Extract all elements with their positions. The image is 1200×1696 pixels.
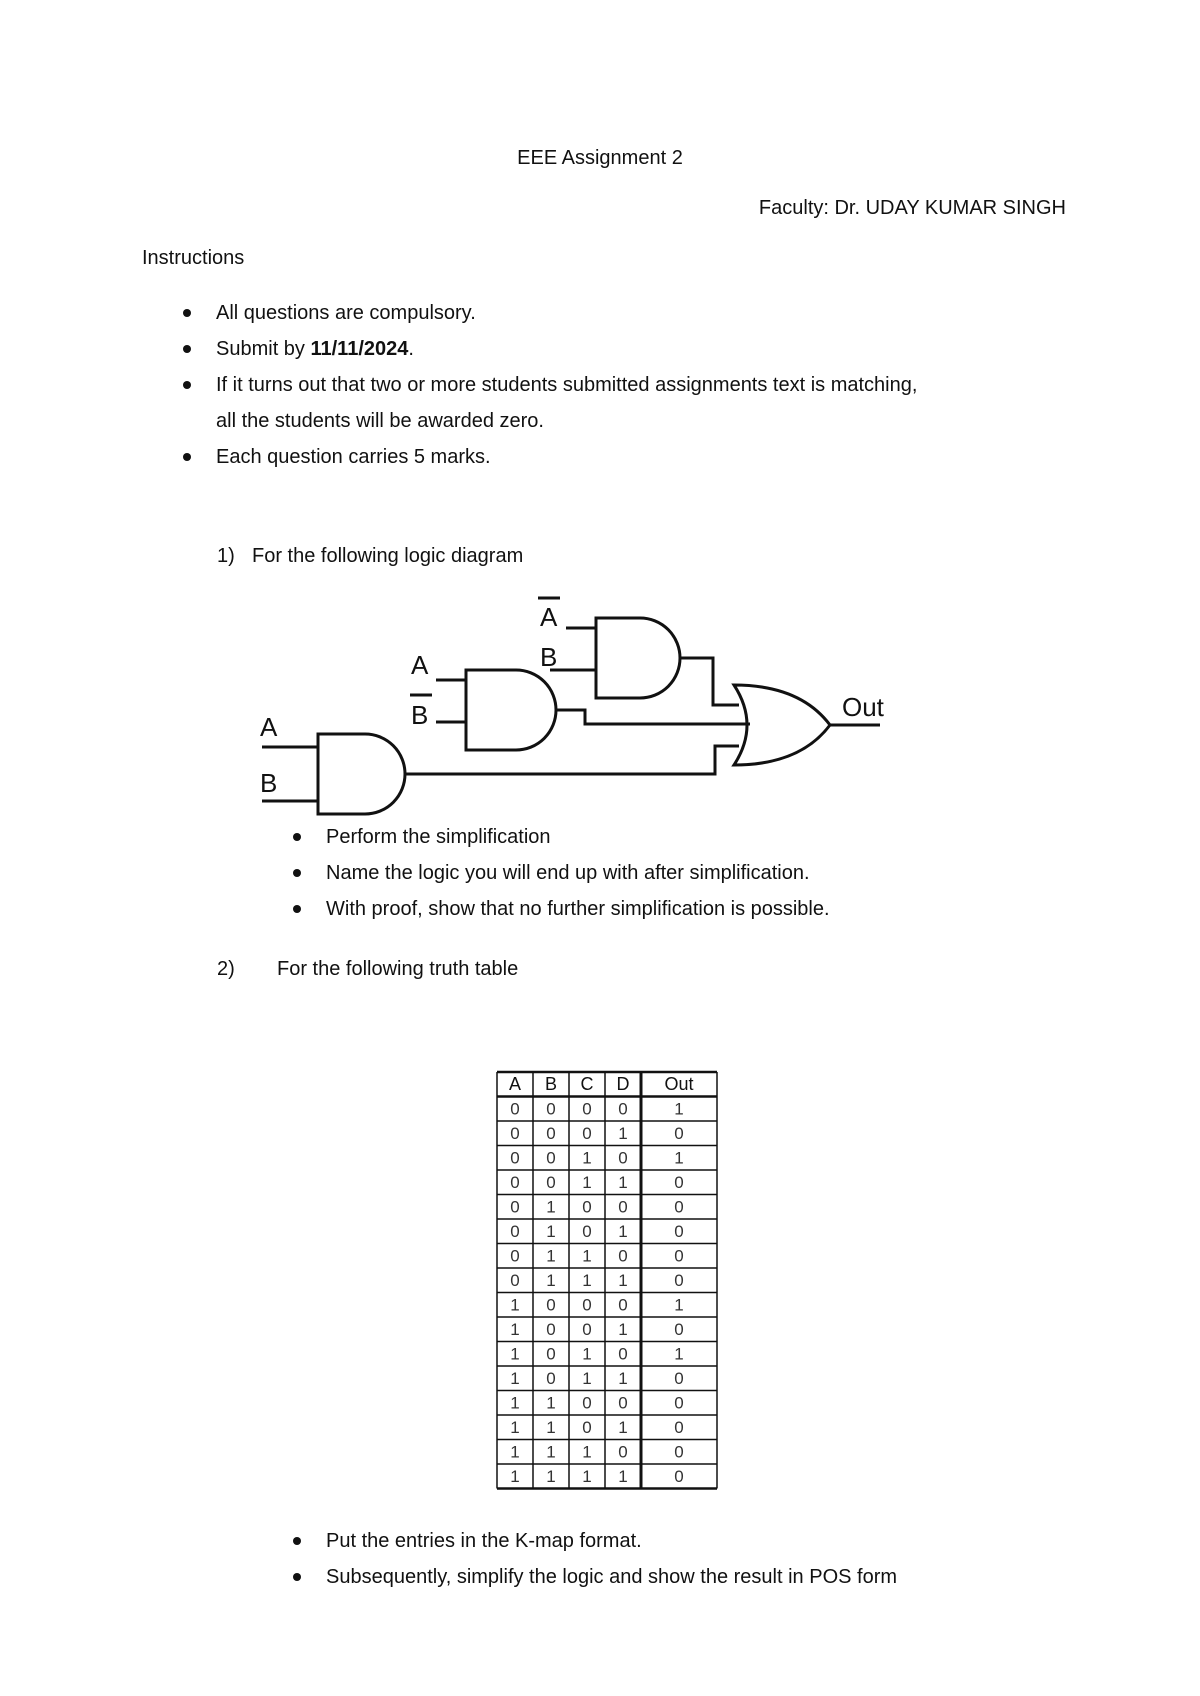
table-cell: 0 — [546, 1344, 556, 1364]
table-cell: 1 — [546, 1442, 556, 1462]
logic-diagram — [0, 0, 1200, 830]
label-a-bottom: A — [260, 712, 278, 742]
table-cell: 1 — [618, 1418, 628, 1437]
table-cell: 0 — [546, 1173, 556, 1192]
table-cell: 0 — [674, 1418, 684, 1437]
and-gate-middle — [466, 670, 556, 750]
table-cell: 1 — [618, 1467, 628, 1486]
table-cell: 0 — [582, 1197, 592, 1217]
bullet-icon — [293, 1573, 301, 1581]
table-cell: 0 — [546, 1099, 556, 1119]
table-cell: 0 — [618, 1442, 628, 1462]
table-cell: 0 — [510, 1124, 520, 1143]
table-cell: 0 — [674, 1442, 684, 1462]
table-cell: 1 — [510, 1442, 520, 1462]
table-cell: 1 — [582, 1467, 592, 1486]
table-cell: 1 — [546, 1271, 556, 1290]
table-cell: 0 — [546, 1148, 556, 1168]
table-cell: 0 — [582, 1222, 592, 1241]
faculty-line: Faculty: Dr. UDAY KUMAR SINGH — [758, 197, 1066, 219]
table-cell: 1 — [674, 1344, 684, 1364]
table-cell: 1 — [510, 1467, 520, 1486]
bullet-icon — [293, 833, 301, 841]
table-header-cell: A — [508, 1074, 522, 1094]
instruction-suffix: . — [408, 338, 414, 360]
table-cell: 1 — [618, 1369, 628, 1388]
table-cell: 0 — [674, 1197, 684, 1217]
table-cell: 0 — [618, 1344, 628, 1364]
instruction-text: all the students will be awarded zero. — [216, 410, 544, 432]
table-cell: 0 — [510, 1173, 520, 1192]
table-cell: 0 — [618, 1393, 628, 1413]
label-a-bar: A — [540, 602, 558, 632]
table-cell: 0 — [674, 1246, 684, 1266]
table-cell: 1 — [674, 1148, 684, 1168]
question-text: For the following logic diagram — [252, 545, 524, 567]
table-cell: 1 — [674, 1099, 684, 1119]
task-text: Put the entries in the K-map format. — [326, 1530, 642, 1552]
table-cell: 1 — [618, 1222, 628, 1241]
bullet-icon — [293, 1537, 301, 1545]
table-cell: 0 — [582, 1295, 592, 1315]
table-cell: 0 — [546, 1124, 556, 1143]
table-cell: 0 — [510, 1148, 520, 1168]
table-cell: 0 — [674, 1467, 684, 1486]
task-text: Perform the simplification — [326, 826, 551, 848]
table-cell: 0 — [582, 1393, 592, 1413]
table-cell: 0 — [510, 1197, 520, 1217]
table-cell: 0 — [510, 1099, 520, 1119]
table-cell: 1 — [510, 1418, 520, 1437]
table-cell: 1 — [582, 1148, 592, 1168]
table-cell: 1 — [546, 1393, 556, 1413]
table-cell: 0 — [618, 1099, 628, 1119]
question-number: 2) — [217, 958, 235, 980]
table-header-cell: B — [544, 1074, 558, 1094]
instruction-text: If it turns out that two or more students submitted assignments text is matching, — [216, 374, 918, 396]
table-cell: 0 — [618, 1295, 628, 1315]
table-cell: 0 — [510, 1271, 520, 1290]
table-cell: 0 — [618, 1197, 628, 1217]
table-header-cell: Out — [664, 1074, 694, 1094]
and-gate-top — [596, 618, 680, 698]
question-number: 1) — [217, 545, 235, 567]
table-cell: 0 — [546, 1369, 556, 1388]
table-cell: 0 — [674, 1320, 684, 1339]
table-cell: 1 — [582, 1344, 592, 1364]
table-cell: 0 — [582, 1320, 592, 1339]
task-text: Subsequently, simplify the logic and show the result in POS form — [326, 1566, 898, 1588]
instructions-heading: Instructions — [142, 247, 245, 269]
table-cell: 1 — [582, 1271, 592, 1290]
label-b-bottom: B — [260, 768, 278, 798]
table-cell: 0 — [618, 1148, 628, 1168]
table-cell: 1 — [546, 1246, 556, 1266]
table-cell: 1 — [618, 1320, 628, 1339]
label-out: Out — [842, 692, 884, 722]
label-b-top: B — [540, 642, 558, 672]
table-cell: 0 — [546, 1320, 556, 1339]
table-cell: 0 — [618, 1246, 628, 1266]
deadline-date: 11/11/2024 — [310, 338, 409, 360]
table-cell: 0 — [510, 1222, 520, 1241]
table-cell: 0 — [674, 1393, 684, 1413]
table-cell: 0 — [674, 1271, 684, 1290]
document-title: EEE Assignment 2 — [517, 147, 683, 169]
and-gate-bottom — [318, 734, 405, 814]
table-cell: 1 — [510, 1369, 520, 1388]
table-cell: 1 — [546, 1222, 556, 1241]
table-cell: 1 — [582, 1442, 592, 1462]
instruction-text: All questions are compulsory. — [216, 302, 476, 324]
instruction-prefix: Submit by — [216, 338, 311, 360]
table-cell: 1 — [674, 1295, 684, 1315]
table-cell: 0 — [546, 1295, 556, 1315]
table-cell: 1 — [582, 1246, 592, 1266]
table-cell: 0 — [582, 1124, 592, 1143]
bullet-icon — [293, 905, 301, 913]
label-a-middle: A — [411, 650, 429, 680]
task-text: Name the logic you will end up with after simplification. — [326, 862, 810, 884]
table-cell: 1 — [546, 1197, 556, 1217]
table-cell: 0 — [674, 1222, 684, 1241]
table-cell: 1 — [510, 1320, 520, 1339]
or-gate — [734, 685, 830, 765]
task-text: With proof, show that no further simplification is possible. — [326, 898, 830, 920]
table-cell: 1 — [510, 1344, 520, 1364]
instruction-text: Each question carries 5 marks. — [216, 446, 491, 468]
table-cell: 1 — [510, 1295, 520, 1315]
table-cell: 1 — [618, 1271, 628, 1290]
question-text: For the following truth table — [277, 958, 519, 980]
table-cell: 0 — [674, 1173, 684, 1192]
table-header-cell: C — [580, 1074, 594, 1094]
table-cell: 0 — [582, 1099, 592, 1119]
label-b-bar: B — [411, 700, 429, 730]
table-cell: 0 — [674, 1124, 684, 1143]
bullet-icon — [293, 869, 301, 877]
table-cell: 1 — [618, 1124, 628, 1143]
table-cell: 0 — [674, 1369, 684, 1388]
table-cell: 0 — [582, 1418, 592, 1437]
table-cell: 1 — [510, 1393, 520, 1413]
table-cell: 1 — [546, 1418, 556, 1437]
table-cell: 1 — [546, 1467, 556, 1486]
table-cell: 0 — [510, 1246, 520, 1266]
table-cell: 1 — [582, 1369, 592, 1388]
table-header-cell: D — [616, 1074, 630, 1094]
table-cell: 1 — [582, 1173, 592, 1192]
table-cell: 1 — [618, 1173, 628, 1192]
truth-table — [495, 1070, 720, 1492]
